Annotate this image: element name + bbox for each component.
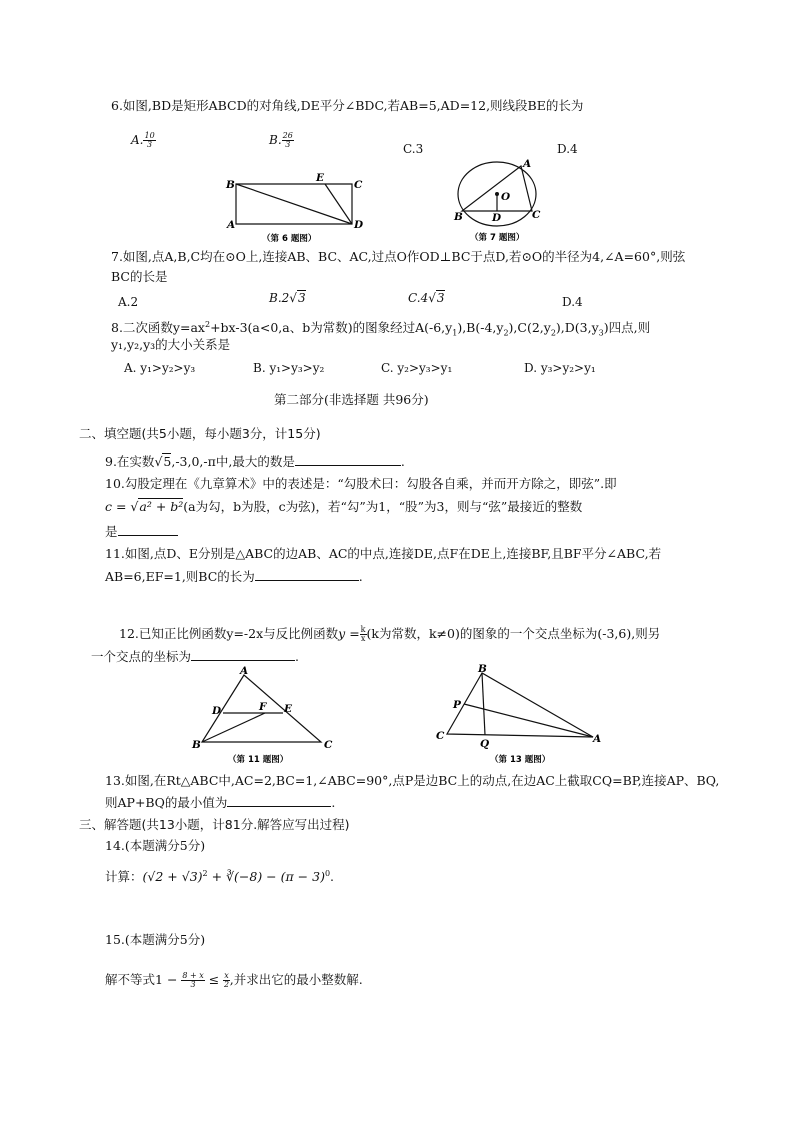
figure-6-rectangle [222, 170, 372, 245]
q13-answer-blank[interactable] [227, 794, 331, 807]
q6-option-d[interactable]: D.4 [557, 142, 578, 156]
q13-text-line1: 13.如图,在Rt△ABC中,AC=2,BC=1,∠ABC=90°,点P是边BC上的动点,在边AC上截取CQ=BP,连接AP、BQ, [105, 773, 720, 788]
fig6-label-e: E [316, 172, 325, 184]
fig11-label-e: E [284, 703, 293, 715]
fig13-label-b: B [478, 663, 487, 675]
q9-answer-blank[interactable] [295, 453, 401, 466]
figure-13-triangle [430, 660, 605, 768]
q10-answer-blank[interactable] [118, 523, 178, 536]
fig7-label-c: C [532, 209, 541, 221]
q11-text-line2: AB=6,EF=1,则BC的长为 . [105, 569, 363, 584]
fig11-label-c: C [324, 739, 333, 751]
fig7-label-o: O [501, 191, 511, 203]
q7-option-c[interactable]: C.4√3 [408, 291, 445, 305]
fig6-label-c: C [354, 179, 363, 191]
q8-option-a[interactable]: A. y₁>y₂>y₃ [124, 361, 196, 375]
q15-inequality: 解不等式1 − $\frac{8 + x}{3}$ ≤ $\frac{x}{2}$ ,并求出它的最小整数解. [105, 971, 363, 989]
q8-option-c[interactable]: C. y₂>y₃>y₁ [381, 361, 453, 375]
q14-title: 14.(本题满分5分) [105, 838, 206, 853]
figure-11-triangle [188, 663, 338, 769]
q9-text: 9.在实数√5,-3,0,-π中,最大的数是 . [105, 454, 405, 469]
q15-title: 15.(本题满分5分) [105, 932, 206, 947]
q8-text-line2: y₁,y₂,y₃的大小关系是 [111, 337, 231, 352]
fig13-caption: （第 13 题图） [490, 755, 551, 765]
q6-option-b[interactable]: B. $\frac{26}{3}$ [269, 131, 293, 149]
fig7-label-d: D [492, 212, 502, 224]
q14-expression: 计算：$(√2 + √3)^2$ + ∛(−8) − $(\pi - 3)^0$. [105, 869, 335, 885]
figure-7-circle [452, 155, 552, 247]
fig11-caption: （第 11 题图） [228, 755, 289, 765]
fig11-label-b: B [192, 739, 201, 751]
q13-text-line2: 则AP+BQ的最小值为 . [105, 795, 336, 810]
fig13-label-a: A [593, 733, 602, 745]
q7-option-a[interactable]: A.2 [118, 295, 139, 309]
q12-text-line1: 12.已知正比例函数y=-2x与反比例函数y = $\frac{k}{x}$ (k为常数，k≠0)的图象的一个交点坐标为(-3,6),则另 [119, 625, 661, 643]
q7-text-line2: BC的长是 [111, 269, 168, 284]
fig6-caption: （第 6 题图） [262, 234, 317, 244]
fig13-label-p: P [453, 699, 461, 711]
q6-option-c[interactable]: C.3 [403, 142, 424, 156]
q10-text-line1: 10.勾股定理在《九章算术》中的表述是：“勾股术曰：勾股各自乘，并而开方除之，即弦”.即 [105, 476, 617, 491]
q8-option-b[interactable]: B. y₁>y₃>y₂ [253, 361, 325, 375]
q7-option-b[interactable]: B.2√3 [269, 291, 306, 305]
q7-option-d[interactable]: D.4 [562, 295, 583, 309]
q11-answer-blank[interactable] [255, 568, 359, 581]
fig7-label-b: B [454, 211, 463, 223]
q8-text-line1: 8.二次函数$y=ax^2+bx-3(a<0,a$、b为常数)的图象经过$A(-6,y_1),B(-4,y_2),C(2,y_2),D(3,y_3)$四点,则 [111, 320, 651, 338]
fig11-label-d: D [212, 705, 222, 717]
q8-option-d[interactable]: D. y₃>y₂>y₁ [524, 361, 596, 375]
section3-heading: 三、解答题(共13小题，计81分.解答应写出过程) [79, 817, 350, 832]
fig6-label-d: D [354, 219, 364, 231]
q12-answer-blank[interactable] [191, 648, 295, 661]
q11-text-line1: 11.如图,点D、E分别是△ABC的边AB、AC的中点,连接DE,点F在DE上,连接BF,且BF平分∠ABC,若 [105, 546, 662, 561]
part2-title: 第二部分(非选择题 共96分) [274, 392, 429, 407]
q7-text-line1: 7.如图,点A,B,C均在⊙O上,连接AB、BC、AC,过点O作OD⊥BC于点D,若⊙O的半径为4,∠A=60°,则弦 [111, 249, 686, 264]
fig11-label-f: F [259, 701, 267, 713]
fig6-label-b: B [226, 179, 235, 191]
q6-text: 6.如图,BD是矩形ABCD的对角线,DE平分∠BDC,若AB=5,AD=12,则线段BE的长为 [111, 98, 584, 113]
fig7-label-a: A [523, 158, 532, 170]
fig6-label-a: A [227, 219, 236, 231]
q12-text-line2: 一个交点的坐标为 . [91, 649, 299, 664]
fig11-label-a: A [240, 665, 249, 677]
fig7-caption: （第 7 题图） [470, 233, 525, 243]
section2-heading: 二、填空题(共5小题，每小题3分，计15分) [79, 426, 321, 441]
q6-option-a[interactable]: A. $\frac{10}{3}$ [131, 131, 155, 149]
fig13-label-q: Q [480, 738, 490, 750]
q10-text-line2: c = √a² + b²(a为勾，b为股，c为弦)，若“勾”为1，“股”为3，则与“弦”最接近的整数 [105, 499, 583, 514]
q10-text-line3: 是 [105, 523, 178, 540]
fig13-label-c: C [436, 730, 445, 742]
